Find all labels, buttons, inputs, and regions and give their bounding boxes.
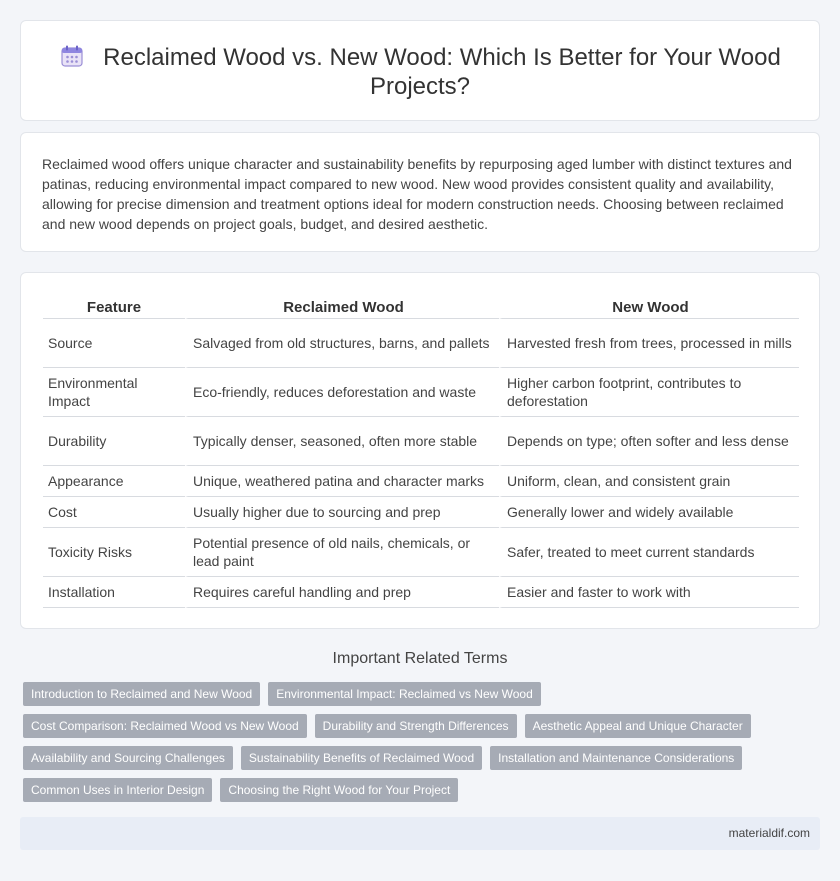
table-header-row <box>43 295 799 319</box>
table-cell: Appearance <box>43 466 185 497</box>
header-card <box>20 20 820 121</box>
intro-paragraph: Reclaimed wood offers unique character and sustainability benefits by repurposing aged lumber with distinct textures and patinas, reducing environmental impact compared to new wood. New wood provides consistent quality and availability, allowing for precise dimension and treatment options ideal for modern construction needs. Choosing between reclaimed and new wood depends on project goals, budget, and desired aesthetic. <box>42 156 792 232</box>
related-term-tag[interactable]: Availability and Sourcing Challenges <box>23 746 233 770</box>
table-cell: Installation <box>43 577 185 608</box>
related-term-tag[interactable]: Durability and Strength Differences <box>315 714 517 738</box>
table-cell: Requires careful handling and prep <box>185 577 499 608</box>
table-cell: Environmental Impact <box>43 368 185 417</box>
header-feature: Feature <box>43 295 185 319</box>
related-terms-tags <box>23 682 823 810</box>
related-term-tag[interactable]: Introduction to Reclaimed and New Wood <box>23 682 260 706</box>
comparison-table <box>43 295 799 608</box>
table-cell: Depends on type; often softer and less dense <box>499 417 799 466</box>
calendar-icon <box>59 43 85 69</box>
table-cell: Durability <box>43 417 185 466</box>
table-cell: Source <box>43 319 185 368</box>
related-term-tag[interactable]: Installation and Maintenance Considerations <box>490 746 742 770</box>
table-cell: Cost <box>43 497 185 528</box>
table-cell: Toxicity Risks <box>43 528 185 577</box>
related-term-tag[interactable]: Aesthetic Appeal and Unique Character <box>525 714 751 738</box>
related-term-tag[interactable]: Choosing the Right Wood for Your Project <box>220 778 458 802</box>
related-term-tag[interactable]: Environmental Impact: Reclaimed vs New Wood <box>268 682 541 706</box>
table-cell: Easier and faster to work with <box>499 577 799 608</box>
table-row <box>43 577 799 608</box>
related-term-tag[interactable]: Common Uses in Interior Design <box>23 778 212 802</box>
related-term-tag[interactable]: Sustainability Benefits of Reclaimed Wood <box>241 746 482 770</box>
intro-card <box>20 132 820 252</box>
table-cell: Uniform, clean, and consistent grain <box>499 466 799 497</box>
header-new-wood: New Wood <box>499 295 799 319</box>
table-row <box>43 528 799 577</box>
table-row <box>43 368 799 417</box>
table-cell: Generally lower and widely available <box>499 497 799 528</box>
related-terms-title: Important Related Terms <box>332 650 508 667</box>
page-title: Reclaimed Wood vs. New Wood: Which Is Better for Your Wood Projects? <box>103 44 781 100</box>
table-cell: Typically denser, seasoned, often more stable <box>185 417 499 466</box>
table-cell: Safer, treated to meet current standards <box>499 528 799 577</box>
header-reclaimed-wood: Reclaimed Wood <box>185 295 499 319</box>
table-cell: Harvested fresh from trees, processed in mills <box>499 319 799 368</box>
page-title-row <box>21 43 819 101</box>
comparison-table-card <box>20 272 820 629</box>
table-cell: Unique, weathered patina and character marks <box>185 466 499 497</box>
footer <box>20 817 820 850</box>
table-row <box>43 319 799 368</box>
related-term-tag[interactable]: Cost Comparison: Reclaimed Wood vs New Wood <box>23 714 307 738</box>
table-row <box>43 466 799 497</box>
footer-site-link[interactable]: materialdif.com <box>728 826 810 840</box>
table-cell: Potential presence of old nails, chemicals, or lead paint <box>185 528 499 577</box>
table-row <box>43 417 799 466</box>
table-row <box>43 497 799 528</box>
table-cell: Usually higher due to sourcing and prep <box>185 497 499 528</box>
table-cell: Higher carbon footprint, contributes to deforestation <box>499 368 799 417</box>
table-cell: Eco-friendly, reduces deforestation and waste <box>185 368 499 417</box>
table-cell: Salvaged from old structures, barns, and pallets <box>185 319 499 368</box>
